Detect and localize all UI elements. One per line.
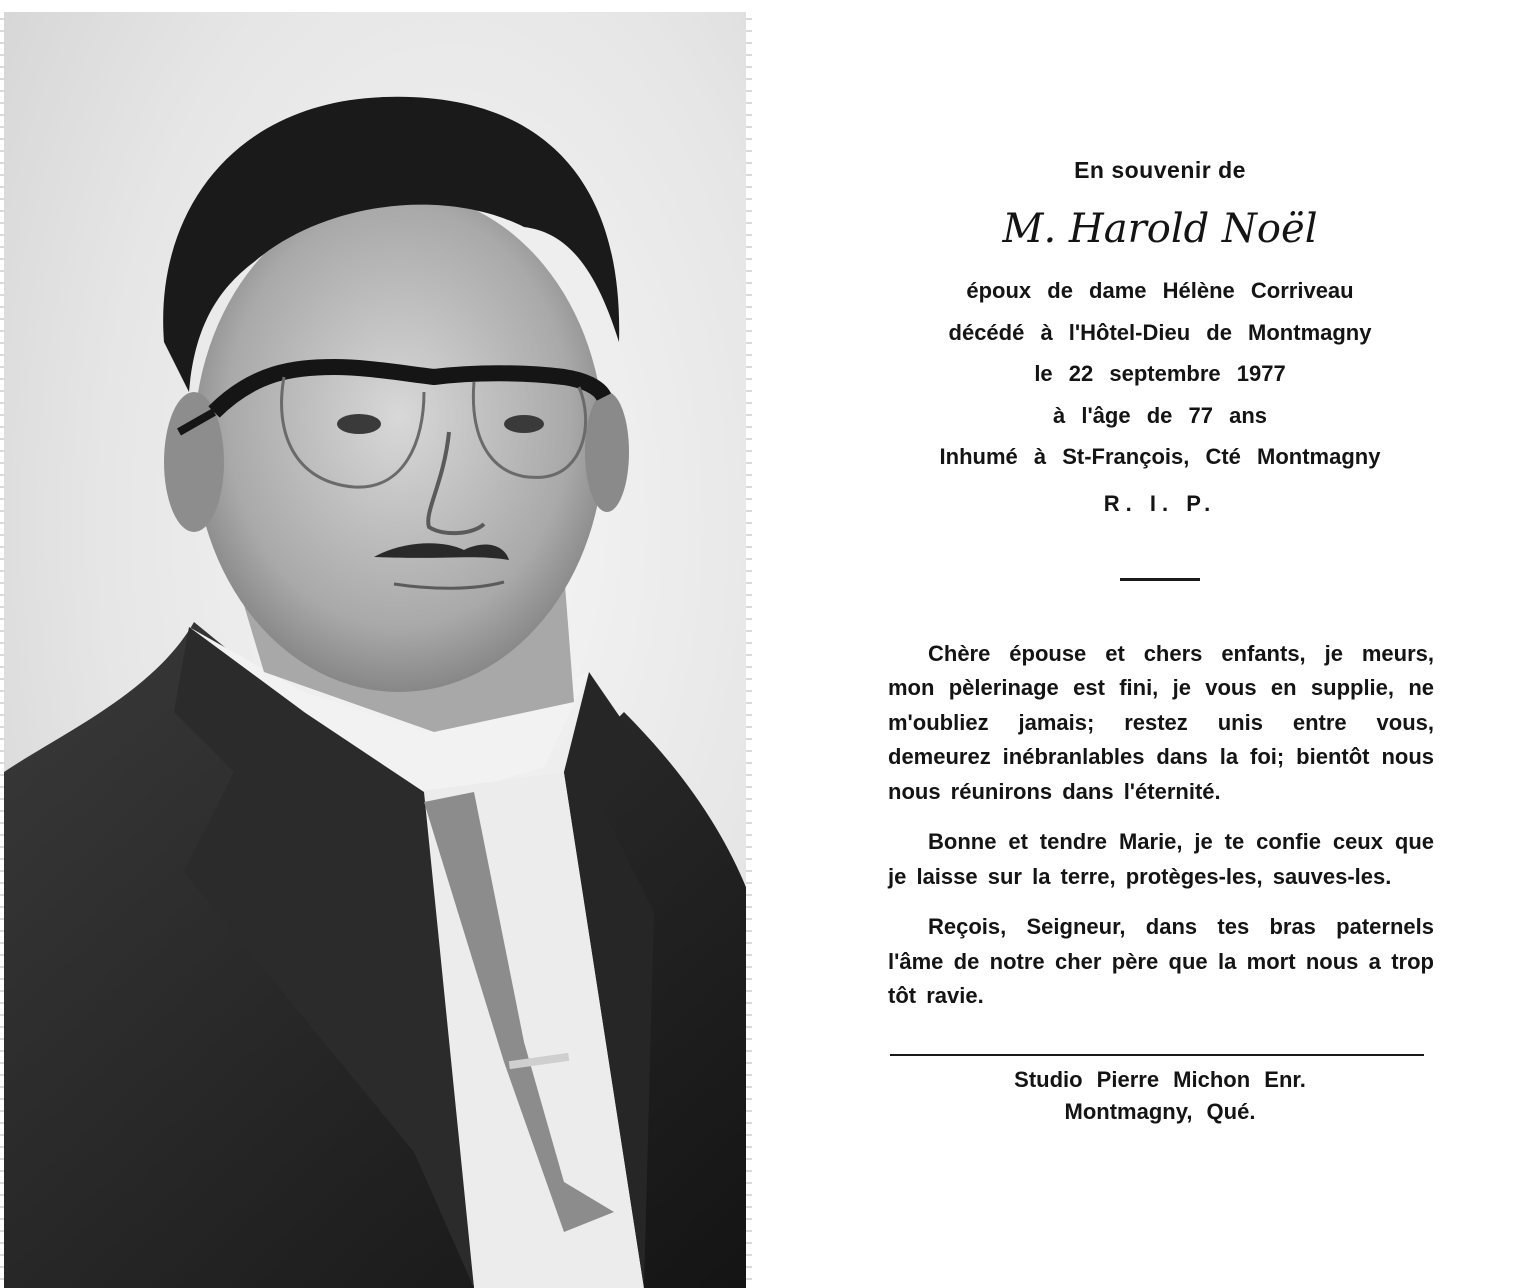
- portrait-illustration: [4, 12, 748, 1288]
- studio-location: Montmagny, Qué.: [1064, 1098, 1256, 1124]
- prayer-paragraph-1: Chère épouse et chers enfants, je meurs, mon pèlerinage est fini, je vous en supplie, ne m'oubliez jamais; restez unis entre vous, demeurez inébranlables dans la foi; bientôt nous nous réunirons dans l'éternité.: [888, 640, 1434, 804]
- prayer-paragraph-2: Bonne et tendre Marie, je te confie ceux que je laisse sur la terre, protèges-les, sauves-les.: [888, 829, 1434, 889]
- face: [194, 192, 604, 692]
- divider-long: [890, 1054, 1424, 1056]
- detail-death-place: décédé à l'Hôtel-Dieu de Montmagny: [948, 319, 1372, 345]
- memorial-card-text: [880, 150, 1440, 1128]
- photo-deckle-edge-right: [746, 12, 752, 1288]
- rip-text: R. I. P.: [1103, 490, 1217, 516]
- detail-burial: Inhumé à St-François, Cté Montmagny: [939, 444, 1381, 469]
- deceased-name: M. Harold Noël: [1002, 206, 1318, 252]
- studio-name: Studio Pierre Michon Enr.: [1014, 1066, 1306, 1092]
- detail-death-date: le 22 septembre 1977: [1034, 361, 1286, 386]
- eye-left: [337, 414, 381, 434]
- detail-spouse: époux de dame Hélène Corriveau: [966, 278, 1354, 303]
- souvenir-heading: En souvenir de: [1074, 157, 1246, 183]
- divider-short: [1120, 578, 1200, 581]
- eye-right: [504, 415, 544, 433]
- prayer-paragraph-3: Reçois, Seigneur, dans tes bras paternels l'âme de notre cher père que la mort nous a trop tôt ravie.: [888, 914, 1434, 1008]
- portrait-photo: [4, 12, 748, 1288]
- detail-age: à l'âge de 77 ans: [1053, 402, 1267, 428]
- ear-right: [585, 392, 629, 512]
